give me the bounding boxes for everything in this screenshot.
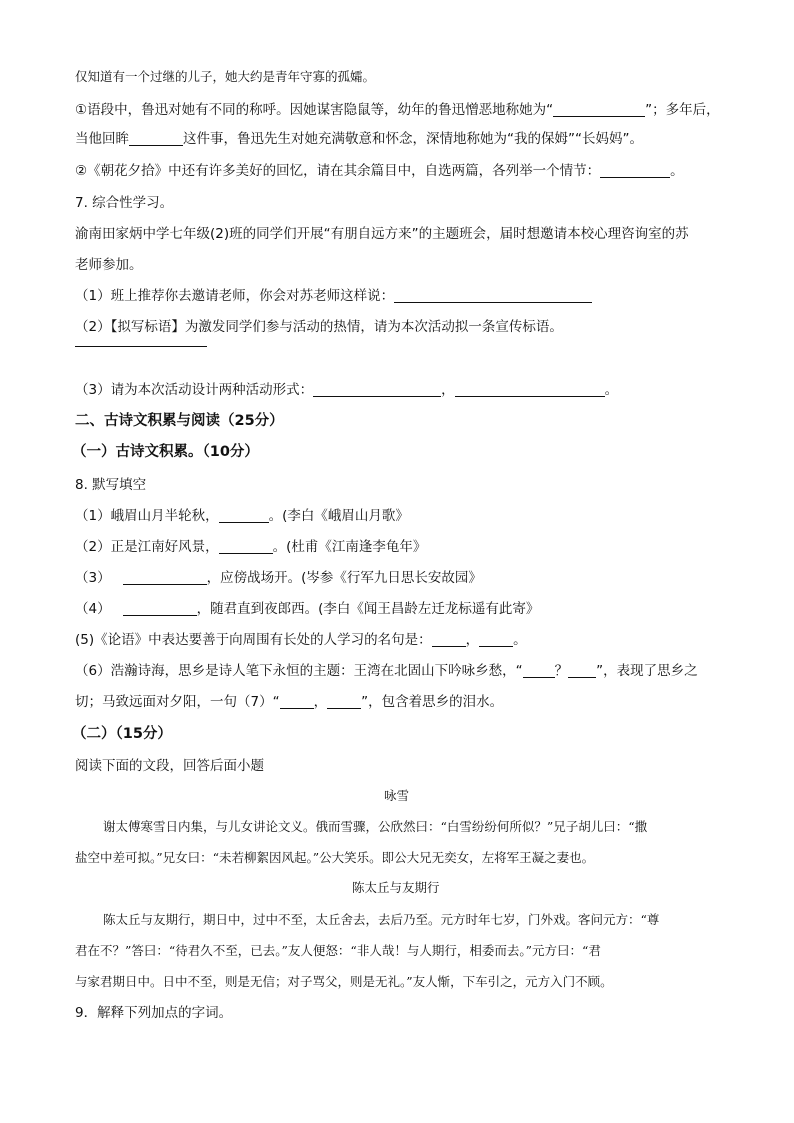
q8-l2-b: 。(杜甫《江南逢李龟年》 [272, 539, 427, 555]
q6-item1-text-b: ”；多年后， [645, 102, 720, 118]
q7-sub2-blank[interactable] [75, 346, 207, 347]
q8-l3-blank[interactable] [123, 570, 207, 585]
q8-l2-a: （2）正是江南好风景， [75, 539, 219, 555]
q6-item1-blank2[interactable] [129, 131, 183, 146]
q6-item1-line2 [75, 129, 643, 149]
q8-l5-blank2[interactable] [479, 632, 513, 647]
q8-title: 8. 默写填空 [75, 477, 147, 493]
q8-l5-c: 。 [513, 632, 527, 648]
q8-l4-a: （4） [75, 601, 111, 617]
q8-l1-b: 。(李白《峨眉山月歌》 [268, 508, 409, 524]
intro-line: 仅知道有一个过继的儿子，她大约是青年守寡的孤孀。 [75, 69, 376, 84]
q8-l6-blank2[interactable] [568, 663, 596, 678]
q6-item1-blank1[interactable] [553, 102, 645, 117]
q8-l5-a: (5)《论语》中表达要善于向周围有长处的人学习的名句是： [75, 632, 432, 648]
q7-intro-line1: 渝南田家炳中学七年级(2)班的同学们开展“有朋自远方来”的主题班会，届时想邀请本校心理咨询室的苏 [75, 226, 689, 242]
q8-l4-blank[interactable] [123, 601, 197, 616]
q8-line1 [75, 506, 409, 526]
passage2-title: 陈太丘与友期行 [352, 880, 440, 895]
q7-sub3-blank2[interactable] [455, 382, 605, 397]
q8-l6-a: （6）浩瀚诗海，思乡是诗人笔下永恒的主题：王湾在北固山下吟咏乡愁，“ [75, 663, 523, 679]
q6-item2-blank[interactable] [600, 163, 670, 178]
q8-l6-c: ”，表现了思乡之 [596, 663, 698, 679]
q8-l7-blank1[interactable] [280, 694, 314, 709]
q6-item1-text-d: 这件事，鲁迅先生对她充满敬意和怀念，深情地称她为“我的保姆”“长妈妈”。 [183, 131, 643, 147]
q6-item1-line1 [75, 100, 720, 120]
q7-title: 7. 综合性学习。 [75, 195, 174, 211]
q7-sub3-end: 。 [604, 382, 619, 398]
section2-part1-heading: （一）古诗文积累。（10分） [72, 444, 259, 460]
q8-line7 [75, 692, 503, 712]
q8-line5 [75, 630, 527, 650]
q8-line4 [75, 599, 539, 619]
q7-sub3-text: （3）请为本次活动设计两种活动形式： [75, 382, 314, 398]
q8-l7-a: 切；马致远面对夕阳，一句（7）“ [75, 694, 280, 710]
passage2-line1: 陈太丘与友期行，期日中，过中不至，太丘舍去，去后乃至。元方时年七岁，门外戏。客问元方：“尊 [103, 912, 660, 927]
q8-l3-a: （3） [75, 570, 111, 586]
q8-l7-b: ， [313, 694, 328, 710]
q6-item2 [75, 161, 684, 181]
q8-l2-blank[interactable] [219, 539, 273, 554]
q8-l4-b: ，随君直到夜郎西。(李白《闻王昌龄左迁龙标遥有此寄》 [196, 601, 540, 617]
passage2-line3: 与家君期日中。日中不至，则是无信；对子骂父，则是无礼。”友人惭，下车引之，元方入门不顾。 [75, 974, 613, 989]
q9-title: 9．解释下列加点的字词。 [75, 1005, 233, 1021]
q7-sub1 [75, 286, 592, 306]
q8-line3 [75, 568, 482, 588]
passage1-line2: 盐空中差可拟。”兄女曰：“未若柳絮因风起。”公大笑乐。即公大兄无奕女，左将军王凝之妻也。 [75, 850, 595, 865]
q8-l6-b: ？ [554, 663, 569, 679]
q8-l1-blank[interactable] [219, 508, 269, 523]
q8-l5-b: ， [465, 632, 480, 648]
section2-heading: 二、古诗文积累与阅读（25分） [75, 413, 284, 429]
part2-instruction: 阅读下面的文段，回答后面小题 [75, 758, 264, 774]
q8-line2 [75, 537, 426, 557]
q8-l7-blank2[interactable] [327, 694, 361, 709]
q8-l7-c: ”，包含着思乡的泪水。 [361, 694, 504, 710]
passage1-line1: 谢太傅寒雪日内集，与儿女讲论文义。俄而雪骤，公欣然曰：“白雪纷纷何所似？”兄子胡儿曰：“撒 [103, 819, 648, 834]
part2-heading: （二）（15分） [72, 726, 172, 742]
q7-sub3 [75, 380, 618, 400]
passage2-line2: 君在不？”答曰：“待君久不至，已去。”友人便怒：“非人哉！与人期行，相委而去。”元方曰：“君 [75, 943, 601, 958]
q6-item1-text-a: ①语段中，鲁迅对她有不同的称呼。因她谋害隐鼠等，幼年的鲁迅憎恶地称她为“ [75, 102, 554, 118]
q7-sub3-blank1[interactable] [313, 382, 441, 397]
passage1-title: 咏雪 [384, 788, 410, 803]
q8-l3-b: ，应傍战场开。(岑参《行军九日思长安故园》 [206, 570, 482, 586]
q8-l1-a: （1）峨眉山月半轮秋， [75, 508, 219, 524]
q6-item1-text-c: 当他回眸 [75, 131, 129, 147]
q6-item2-text: ②《朝花夕拾》中还有许多美好的回忆，请在其余篇目中，自选两篇，各列举一个情节： [75, 163, 601, 179]
q7-sub2: （2）【拟写标语】为激发同学们参与活动的热情，请为本次活动拟一条宣传标语。 [75, 319, 563, 335]
q7-sub1-blank[interactable] [394, 288, 592, 303]
q8-l5-blank1[interactable] [432, 632, 466, 647]
q8-l6-blank1[interactable] [523, 663, 555, 678]
q7-intro-line2: 老师参加。 [75, 257, 143, 273]
q8-line6 [75, 661, 698, 681]
q7-sub1-text: （1）班上推荐你去邀请老师，你会对苏老师这样说： [75, 288, 395, 304]
q7-sub3-sep: ， [441, 382, 455, 398]
q6-item2-end: 。 [670, 163, 684, 179]
